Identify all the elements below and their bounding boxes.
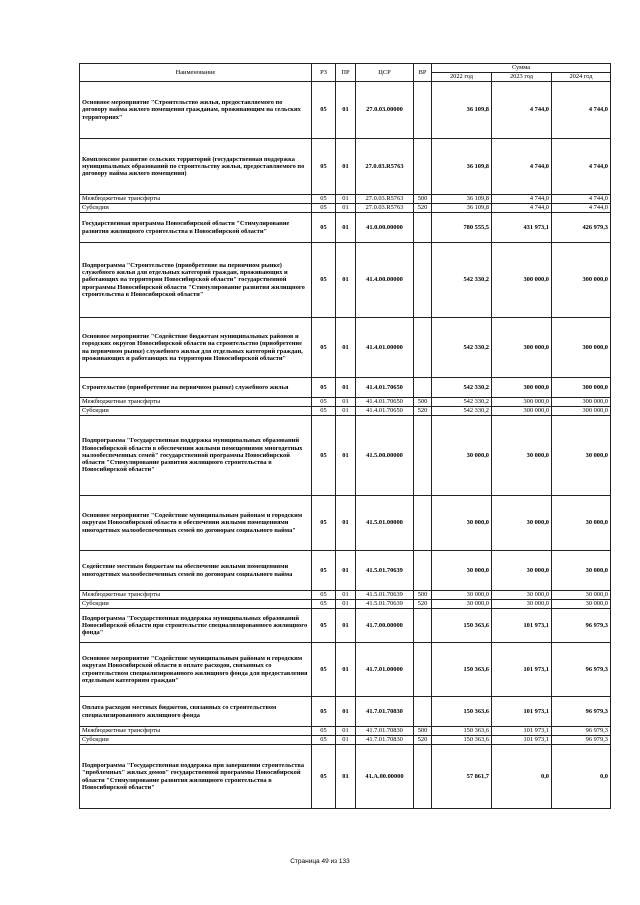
cell-rz: 05 <box>312 496 336 551</box>
cell-2024: 4 744,0 <box>552 139 611 195</box>
cell-2022: 30 000,0 <box>432 496 492 551</box>
cell-name: Подпрограмма "Строительство (приобретение на первичном рынке) служебного жилья для отдельных категорий граждан, проживающих и работающих на территории Новосибирской области" государственной программы Новосибирской области "Стимулирование развития жилищного строительства в Новосибирской области" <box>80 243 312 318</box>
cell-name: Оплата расходов местных бюджетов, связанных со строительством специализированного жилищного фонда <box>80 697 312 727</box>
cell-csr: 27.0.03.00000 <box>356 82 414 139</box>
cell-csr: 41.0.00.00000 <box>356 213 414 243</box>
cell-rz: 05 <box>312 204 336 213</box>
cell-2023: 101 973,1 <box>492 643 552 697</box>
cell-name: Подпрограмма "Государственная поддержка при завершении строительства "проблемных" жилых домов" государственной программы Новосибирской области "Стимулирование развития жилищного строительства в Новосибирской области" <box>80 745 312 809</box>
table-row <box>80 591 611 600</box>
cell-pr: 01 <box>336 736 356 745</box>
cell-2022: 30 000,0 <box>432 551 492 591</box>
cell-rz: 05 <box>312 609 336 643</box>
cell-csr: 41.4.01.70650 <box>356 398 414 407</box>
cell-2024: 30 000,0 <box>552 551 611 591</box>
cell-2022: 150 363,6 <box>432 736 492 745</box>
header-name: Наименование <box>80 64 312 82</box>
table-row <box>80 643 611 697</box>
cell-2024: 96 979,3 <box>552 727 611 736</box>
cell-csr: 41.4.01.70650 <box>356 407 414 416</box>
header-rz: РЗ <box>312 64 336 82</box>
cell-2023: 4 744,0 <box>492 82 552 139</box>
cell-vr <box>414 139 432 195</box>
cell-rz: 05 <box>312 736 336 745</box>
cell-name: Межбюджетные трансферты <box>80 591 312 600</box>
cell-vr: 500 <box>414 398 432 407</box>
cell-vr <box>414 416 432 496</box>
cell-csr: 41.7.00.00000 <box>356 609 414 643</box>
cell-2024: 30 000,0 <box>552 416 611 496</box>
header-csr: ЦСР <box>356 64 414 82</box>
cell-2022: 542 330,2 <box>432 378 492 398</box>
cell-2023: 101 973,1 <box>492 736 552 745</box>
cell-name: Основное мероприятие "Строительство жилья, предоставляемого по договору найма жилого помещения гражданам, проживающим на сельских территориях" <box>80 82 312 139</box>
cell-2024: 300 000,0 <box>552 243 611 318</box>
table-row <box>80 398 611 407</box>
header-year-2022: 2022 год <box>432 73 492 82</box>
cell-2022: 30 000,0 <box>432 600 492 609</box>
cell-name: Подпрограмма "Государственная поддержка муниципальных образований Новосибирской области при строительстве специализированного жилищного фонда" <box>80 609 312 643</box>
cell-vr <box>414 82 432 139</box>
page-number: Страница 49 из 133 <box>290 858 350 865</box>
cell-pr: 01 <box>336 591 356 600</box>
cell-name: Субсидии <box>80 736 312 745</box>
cell-2022: 150 363,6 <box>432 609 492 643</box>
table-row <box>80 139 611 195</box>
cell-pr: 01 <box>336 139 356 195</box>
cell-rz: 05 <box>312 727 336 736</box>
cell-2023: 300 000,0 <box>492 318 552 378</box>
cell-2024: 300 000,0 <box>552 407 611 416</box>
cell-csr: 41.А.00.00000 <box>356 745 414 809</box>
cell-2024: 4 744,0 <box>552 204 611 213</box>
cell-2023: 30 000,0 <box>492 591 552 600</box>
cell-csr: 27.0.03.R5763 <box>356 139 414 195</box>
cell-vr: 520 <box>414 204 432 213</box>
cell-vr: 500 <box>414 195 432 204</box>
cell-pr: 01 <box>336 551 356 591</box>
cell-rz: 05 <box>312 591 336 600</box>
header-sum: Сумма <box>432 64 611 73</box>
cell-rz: 05 <box>312 139 336 195</box>
cell-csr: 41.5.01.70639 <box>356 600 414 609</box>
cell-vr <box>414 496 432 551</box>
cell-vr: 520 <box>414 736 432 745</box>
cell-vr <box>414 378 432 398</box>
cell-name: Межбюджетные трансферты <box>80 195 312 204</box>
cell-pr: 01 <box>336 416 356 496</box>
cell-2022: 150 363,6 <box>432 697 492 727</box>
cell-csr: 41.7.01.70830 <box>356 697 414 727</box>
cell-pr: 01 <box>336 243 356 318</box>
cell-2022: 150 363,6 <box>432 643 492 697</box>
cell-2022: 542 330,2 <box>432 398 492 407</box>
cell-name: Субсидии <box>80 600 312 609</box>
cell-vr <box>414 745 432 809</box>
cell-rz: 05 <box>312 243 336 318</box>
table-row <box>80 496 611 551</box>
cell-2023: 4 744,0 <box>492 204 552 213</box>
cell-pr: 01 <box>336 195 356 204</box>
cell-vr <box>414 697 432 727</box>
cell-vr <box>414 643 432 697</box>
table-row <box>80 745 611 809</box>
cell-rz: 05 <box>312 643 336 697</box>
cell-rz: 05 <box>312 745 336 809</box>
cell-2023: 101 973,1 <box>492 609 552 643</box>
cell-2024: 96 979,3 <box>552 736 611 745</box>
cell-2024: 30 000,0 <box>552 591 611 600</box>
cell-rz: 05 <box>312 416 336 496</box>
cell-name: Подпрограмма "Государственная поддержка муниципальных образований Новосибирской области в обеспечении жилыми помещениями многодетных малообеспеченных семей" государственной программы Новосибирской области "Стимулирование развития жилищного строительства в Новосибирской области" <box>80 416 312 496</box>
cell-vr: 520 <box>414 600 432 609</box>
cell-2023: 0,0 <box>492 745 552 809</box>
cell-name: Строительство (приобретение на первичном рынке) служебного жилья <box>80 378 312 398</box>
cell-vr <box>414 609 432 643</box>
cell-name: Субсидии <box>80 407 312 416</box>
table-row <box>80 736 611 745</box>
cell-2024: 96 979,3 <box>552 609 611 643</box>
cell-vr: 500 <box>414 591 432 600</box>
cell-2022: 150 363,6 <box>432 727 492 736</box>
table-row <box>80 318 611 378</box>
cell-2023: 101 973,1 <box>492 727 552 736</box>
cell-2024: 0,0 <box>552 745 611 809</box>
cell-rz: 05 <box>312 551 336 591</box>
cell-2022: 30 000,0 <box>432 591 492 600</box>
cell-rz: 05 <box>312 378 336 398</box>
cell-pr: 01 <box>336 407 356 416</box>
header-vr: ВР <box>414 64 432 82</box>
cell-csr: 41.7.01.70830 <box>356 727 414 736</box>
cell-csr: 41.4.01.00000 <box>356 318 414 378</box>
cell-pr: 01 <box>336 213 356 243</box>
cell-pr: 01 <box>336 496 356 551</box>
cell-rz: 05 <box>312 82 336 139</box>
table-row <box>80 600 611 609</box>
cell-pr: 01 <box>336 600 356 609</box>
cell-2024: 30 000,0 <box>552 600 611 609</box>
cell-2023: 30 000,0 <box>492 496 552 551</box>
cell-vr: 520 <box>414 407 432 416</box>
cell-2024: 300 000,0 <box>552 318 611 378</box>
table-row <box>80 213 611 243</box>
cell-rz: 05 <box>312 697 336 727</box>
cell-2023: 101 973,1 <box>492 697 552 727</box>
cell-2022: 36 109,8 <box>432 204 492 213</box>
cell-name: Межбюджетные трансферты <box>80 398 312 407</box>
cell-csr: 41.7.01.70830 <box>356 736 414 745</box>
cell-vr <box>414 318 432 378</box>
cell-csr: 41.4.01.70650 <box>356 378 414 398</box>
cell-vr: 500 <box>414 727 432 736</box>
header-pr: ПР <box>336 64 356 82</box>
header-year-2023: 2023 год <box>492 73 552 82</box>
cell-2024: 300 000,0 <box>552 378 611 398</box>
cell-vr <box>414 551 432 591</box>
cell-2024: 426 979,3 <box>552 213 611 243</box>
cell-pr: 01 <box>336 609 356 643</box>
table-row <box>80 407 611 416</box>
cell-csr: 27.0.03.R5763 <box>356 204 414 213</box>
cell-pr: 01 <box>336 318 356 378</box>
cell-2022: 542 330,2 <box>432 318 492 378</box>
cell-csr: 41.5.00.00000 <box>356 416 414 496</box>
cell-name: Основное мероприятие "Содействие бюджетам муниципальных районов и городских округов Новосибирской области на строительство (приобретение на первичном рынке) служебного жилья для отдельных категорий граждан, проживающих и работающих на территории Новосибирской области" <box>80 318 312 378</box>
cell-csr: 41.5.01.70639 <box>356 551 414 591</box>
cell-2024: 30 000,0 <box>552 496 611 551</box>
cell-2023: 300 000,0 <box>492 398 552 407</box>
cell-csr: 41.5.01.70639 <box>356 591 414 600</box>
cell-2022: 36 109,8 <box>432 139 492 195</box>
cell-pr: 01 <box>336 643 356 697</box>
cell-2023: 300 000,0 <box>492 378 552 398</box>
table-row <box>80 82 611 139</box>
cell-2023: 300 000,0 <box>492 407 552 416</box>
cell-pr: 01 <box>336 82 356 139</box>
cell-name: Основное мероприятие "Содействие муниципальным районам и городским округам Новосибирской области в обеспечении жилыми помещениями многодетных малообеспеченных семей по договорам социального найма" <box>80 496 312 551</box>
cell-name: Межбюджетные трансферты <box>80 727 312 736</box>
cell-csr: 41.7.01.00000 <box>356 643 414 697</box>
cell-2024: 96 979,3 <box>552 697 611 727</box>
cell-csr: 41.5.01.00000 <box>356 496 414 551</box>
cell-2022: 57 861,7 <box>432 745 492 809</box>
cell-2023: 4 744,0 <box>492 195 552 204</box>
cell-rz: 05 <box>312 195 336 204</box>
cell-2023: 30 000,0 <box>492 551 552 591</box>
budget-table <box>79 63 611 809</box>
cell-2023: 300 000,0 <box>492 243 552 318</box>
cell-rz: 05 <box>312 398 336 407</box>
cell-pr: 01 <box>336 378 356 398</box>
cell-rz: 05 <box>312 600 336 609</box>
cell-pr: 01 <box>336 697 356 727</box>
cell-2022: 780 555,5 <box>432 213 492 243</box>
cell-csr: 41.4.00.00000 <box>356 243 414 318</box>
cell-2022: 542 330,2 <box>432 407 492 416</box>
cell-2023: 30 000,0 <box>492 600 552 609</box>
cell-pr: 01 <box>336 398 356 407</box>
cell-vr <box>414 213 432 243</box>
cell-2022: 542 330,2 <box>432 243 492 318</box>
table-row <box>80 195 611 204</box>
table-row <box>80 697 611 727</box>
table-row <box>80 204 611 213</box>
cell-2024: 96 979,3 <box>552 643 611 697</box>
cell-2022: 36 109,8 <box>432 82 492 139</box>
table-row <box>80 378 611 398</box>
cell-2023: 431 973,1 <box>492 213 552 243</box>
cell-name: Государственная программа Новосибирской области "Стимулирование развития жилищного строительства в Новосибирской области" <box>80 213 312 243</box>
cell-pr: 01 <box>336 204 356 213</box>
header-year-2024: 2024 год <box>552 73 611 82</box>
cell-pr: 01 <box>336 745 356 809</box>
cell-2024: 4 744,0 <box>552 195 611 204</box>
cell-name: Основное мероприятие "Содействие муниципальным районам и городским округам Новосибирской области в оплате расходов, связанных со строительством специализированного жилищного фонда для предоставления отдельным категориям граждан" <box>80 643 312 697</box>
cell-2024: 300 000,0 <box>552 398 611 407</box>
cell-2023: 30 000,0 <box>492 416 552 496</box>
cell-2022: 30 000,0 <box>432 416 492 496</box>
table-body <box>80 82 611 809</box>
table-row <box>80 727 611 736</box>
cell-rz: 05 <box>312 318 336 378</box>
cell-vr <box>414 243 432 318</box>
table-row <box>80 243 611 318</box>
table-row <box>80 609 611 643</box>
table-row <box>80 551 611 591</box>
cell-2024: 4 744,0 <box>552 82 611 139</box>
cell-rz: 05 <box>312 407 336 416</box>
cell-pr: 01 <box>336 727 356 736</box>
cell-2022: 36 109,8 <box>432 195 492 204</box>
cell-name: Субсидии <box>80 204 312 213</box>
cell-name: Содействие местным бюджетам на обеспечение жилыми помещениями многодетных малообеспеченных семей по договорам социального найма <box>80 551 312 591</box>
cell-name: Комплексное развитие сельских территорий (государственная поддержка муниципальных образований по строительству жилья, предоставляемого по договору найма жилого помещения) <box>80 139 312 195</box>
table-row <box>80 416 611 496</box>
cell-2023: 4 744,0 <box>492 139 552 195</box>
cell-rz: 05 <box>312 213 336 243</box>
cell-csr: 27.0.03.R5763 <box>356 195 414 204</box>
